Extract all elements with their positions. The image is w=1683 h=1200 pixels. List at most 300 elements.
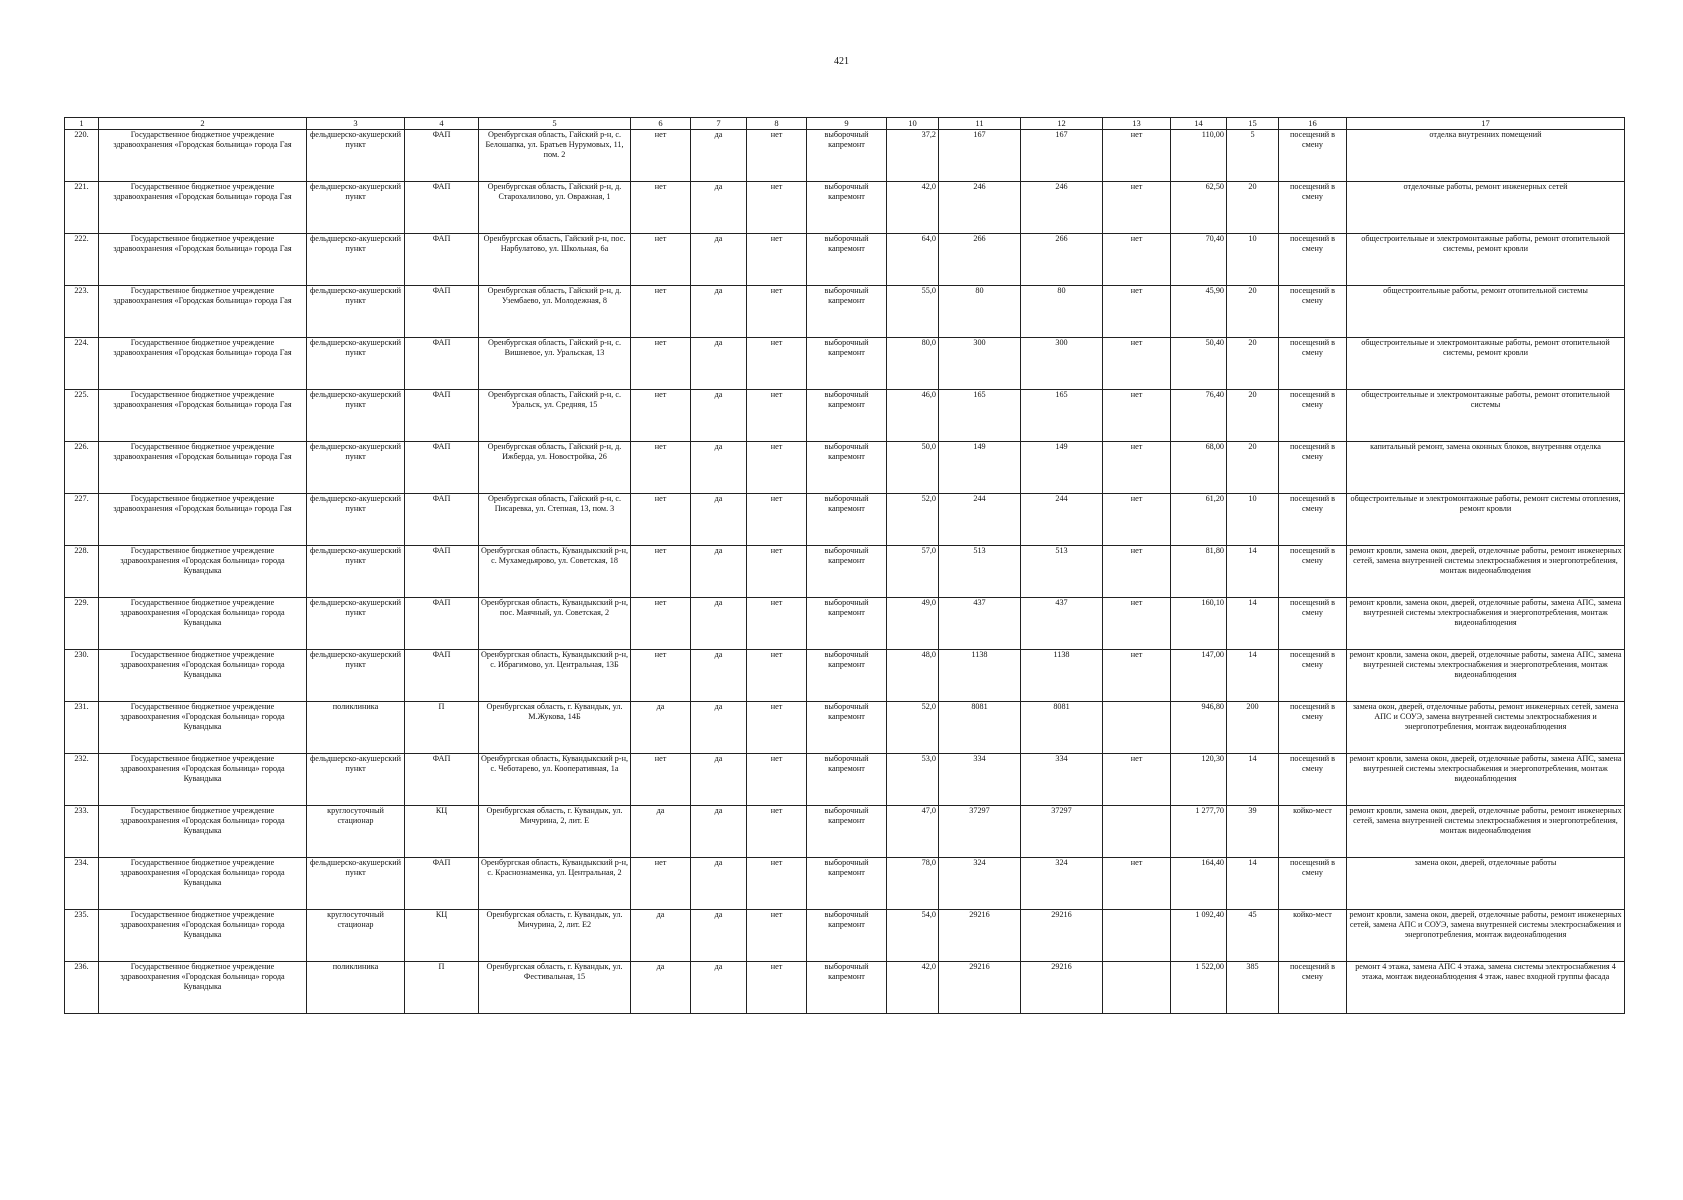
cost-value: 147,00 [1171, 650, 1227, 702]
organization-name: Государственное бюджетное учреждение здравоохранения «Городская больница» города Кувандыка [99, 858, 307, 910]
facility-type: поликлиника [307, 962, 405, 1014]
column-7-value: да [691, 650, 747, 702]
column-8-value: нет [747, 234, 807, 286]
row-number: 235. [65, 910, 99, 962]
column-8-value: нет [747, 338, 807, 390]
column-header: 7 [691, 118, 747, 130]
wear-percent: 49,0 [887, 598, 939, 650]
column-7-value: да [691, 442, 747, 494]
facility-address: Оренбургская область, г. Кувандык, ул. Мичурина, 2, лит. Е2 [479, 910, 631, 962]
capacity-unit: посещений в смену [1279, 442, 1347, 494]
repair-type: выборочный капремонт [807, 962, 887, 1014]
column-8-value: нет [747, 546, 807, 598]
facility-type: поликлиника [307, 702, 405, 754]
works-description: общестроительные работы, ремонт отопительной системы [1347, 286, 1625, 338]
column-6-value: нет [631, 754, 691, 806]
column-header: 1 [65, 118, 99, 130]
facility-abbreviation: ФАП [405, 598, 479, 650]
facility-address: Оренбургская область, Гайский р-н, с. Уральск, ул. Средняя, 15 [479, 390, 631, 442]
organization-name: Государственное бюджетное учреждение здравоохранения «Городская больница» города Кувандыка [99, 702, 307, 754]
area-value: 149 [939, 442, 1021, 494]
area-value-2: 1138 [1021, 650, 1103, 702]
facility-address: Оренбургская область, Кувандыкский р-н, с. Мухамедьярово, ул. Советская, 18 [479, 546, 631, 598]
capacity-unit: посещений в смену [1279, 234, 1347, 286]
capacity-unit: посещений в смену [1279, 130, 1347, 182]
column-6-value: да [631, 702, 691, 754]
column-7-value: да [691, 754, 747, 806]
repair-type: выборочный капремонт [807, 754, 887, 806]
row-number: 233. [65, 806, 99, 858]
capacity-unit: посещений в смену [1279, 702, 1347, 754]
column-8-value: нет [747, 858, 807, 910]
area-value-2: 246 [1021, 182, 1103, 234]
facility-type: фельдшерско-акушерский пункт [307, 390, 405, 442]
area-value: 300 [939, 338, 1021, 390]
cost-value: 62,50 [1171, 182, 1227, 234]
column-8-value: нет [747, 806, 807, 858]
area-value: 437 [939, 598, 1021, 650]
column-7-value: да [691, 494, 747, 546]
column-header: 11 [939, 118, 1021, 130]
repair-type: выборочный капремонт [807, 338, 887, 390]
column-6-value: нет [631, 650, 691, 702]
column-7-value: да [691, 702, 747, 754]
facility-abbreviation: ФАП [405, 390, 479, 442]
area-value: 165 [939, 390, 1021, 442]
column-8-value: нет [747, 650, 807, 702]
area-value: 8081 [939, 702, 1021, 754]
column-7-value: да [691, 130, 747, 182]
table-row [65, 494, 1625, 546]
table-row [65, 858, 1625, 910]
capacity-value: 14 [1227, 598, 1279, 650]
works-description: ремонт кровли, замена окон, дверей, отделочные работы, замена АПС, замена внутренней системы электроснабжения и энергопотребления, монтаж видеонаблюдения [1347, 598, 1625, 650]
wear-percent: 37,2 [887, 130, 939, 182]
column-8-value: нет [747, 286, 807, 338]
capacity-value: 45 [1227, 910, 1279, 962]
capacity-value: 14 [1227, 754, 1279, 806]
capacity-value: 20 [1227, 390, 1279, 442]
area-value: 29216 [939, 962, 1021, 1014]
column-13-value: нет [1103, 546, 1171, 598]
capacity-unit: посещений в смену [1279, 650, 1347, 702]
table-body [65, 130, 1625, 1014]
capacity-value: 20 [1227, 442, 1279, 494]
cost-value: 946,80 [1171, 702, 1227, 754]
area-value-2: 80 [1021, 286, 1103, 338]
wear-percent: 46,0 [887, 390, 939, 442]
row-number: 229. [65, 598, 99, 650]
column-8-value: нет [747, 494, 807, 546]
facility-address: Оренбургская область, Гайский р-н, с. Вишневое, ул. Уральская, 13 [479, 338, 631, 390]
organization-name: Государственное бюджетное учреждение здравоохранения «Городская больница» города Кувандыка [99, 598, 307, 650]
wear-percent: 54,0 [887, 910, 939, 962]
area-value-2: 8081 [1021, 702, 1103, 754]
column-6-value: да [631, 806, 691, 858]
wear-percent: 57,0 [887, 546, 939, 598]
area-value-2: 165 [1021, 390, 1103, 442]
column-7-value: да [691, 234, 747, 286]
repair-type: выборочный капремонт [807, 598, 887, 650]
column-7-value: да [691, 390, 747, 442]
table-row [65, 754, 1625, 806]
facility-abbreviation: ФАП [405, 494, 479, 546]
column-13-value: нет [1103, 442, 1171, 494]
capacity-value: 20 [1227, 338, 1279, 390]
area-value-2: 149 [1021, 442, 1103, 494]
facility-address: Оренбургская область, Кувандыкский р-н, с. Чеботарево, ул. Кооперативная, 1а [479, 754, 631, 806]
capacity-unit: посещений в смену [1279, 494, 1347, 546]
column-13-value: нет [1103, 130, 1171, 182]
facility-type: фельдшерско-акушерский пункт [307, 546, 405, 598]
area-value: 324 [939, 858, 1021, 910]
cost-value: 61,20 [1171, 494, 1227, 546]
table-row [65, 286, 1625, 338]
row-number: 230. [65, 650, 99, 702]
column-13-value [1103, 806, 1171, 858]
repair-type: выборочный капремонт [807, 910, 887, 962]
column-header: 4 [405, 118, 479, 130]
area-value: 244 [939, 494, 1021, 546]
column-8-value: нет [747, 754, 807, 806]
facility-type: фельдшерско-акушерский пункт [307, 494, 405, 546]
area-value: 167 [939, 130, 1021, 182]
facility-abbreviation: КЦ [405, 806, 479, 858]
capacity-value: 5 [1227, 130, 1279, 182]
facility-abbreviation: П [405, 962, 479, 1014]
column-header: 16 [1279, 118, 1347, 130]
organization-name: Государственное бюджетное учреждение здравоохранения «Городская больница» города Кувандыка [99, 754, 307, 806]
works-description: ремонт 4 этажа, замена АПС 4 этажа, замена системы электроснабжения 4 этажа, монтаж видеонаблюдения 4 этаж, навес входной группы фасада [1347, 962, 1625, 1014]
area-value-2: 324 [1021, 858, 1103, 910]
wear-percent: 50,0 [887, 442, 939, 494]
works-description: капитальный ремонт, замена оконных блоков, внутренняя отделка [1347, 442, 1625, 494]
capacity-unit: койко-мест [1279, 910, 1347, 962]
facility-address: Оренбургская область, Гайский р-н, д. Ижберда, ул. Новостройка, 26 [479, 442, 631, 494]
column-8-value: нет [747, 702, 807, 754]
area-value-2: 29216 [1021, 910, 1103, 962]
column-8-value: нет [747, 598, 807, 650]
repair-type: выборочный капремонт [807, 806, 887, 858]
row-number: 227. [65, 494, 99, 546]
capacity-unit: посещений в смену [1279, 338, 1347, 390]
column-header: 10 [887, 118, 939, 130]
column-8-value: нет [747, 130, 807, 182]
repair-type: выборочный капремонт [807, 442, 887, 494]
capacity-value: 385 [1227, 962, 1279, 1014]
facility-address: Оренбургская область, г. Кувандык, ул. Мичурина, 2, лит. Е [479, 806, 631, 858]
table-row [65, 598, 1625, 650]
works-description: замена окон, дверей, отделочные работы [1347, 858, 1625, 910]
capacity-value: 20 [1227, 182, 1279, 234]
column-7-value: да [691, 598, 747, 650]
facility-type: фельдшерско-акушерский пункт [307, 598, 405, 650]
capacity-unit: посещений в смену [1279, 858, 1347, 910]
facility-abbreviation: П [405, 702, 479, 754]
column-6-value: да [631, 910, 691, 962]
capacity-value: 14 [1227, 650, 1279, 702]
facility-address: Оренбургская область, Гайский р-н, с. Белошапка, ул. Братьев Нурумовых, 11, пом. 2 [479, 130, 631, 182]
wear-percent: 42,0 [887, 962, 939, 1014]
facility-type: фельдшерско-акушерский пункт [307, 754, 405, 806]
column-6-value: нет [631, 390, 691, 442]
row-number: 234. [65, 858, 99, 910]
facility-address: Оренбургская область, Кувандыкский р-н, с. Ибрагимово, ул. Центральная, 13Б [479, 650, 631, 702]
column-8-value: нет [747, 910, 807, 962]
organization-name: Государственное бюджетное учреждение здравоохранения «Городская больница» города Гая [99, 234, 307, 286]
wear-percent: 42,0 [887, 182, 939, 234]
wear-percent: 64,0 [887, 234, 939, 286]
repair-type: выборочный капремонт [807, 702, 887, 754]
area-value-2: 437 [1021, 598, 1103, 650]
works-description: общестроительные и электромонтажные работы, ремонт системы отопления, ремонт кровли [1347, 494, 1625, 546]
column-7-value: да [691, 338, 747, 390]
column-13-value: нет [1103, 754, 1171, 806]
column-6-value: нет [631, 286, 691, 338]
table-row [65, 390, 1625, 442]
column-header: 9 [807, 118, 887, 130]
area-value: 334 [939, 754, 1021, 806]
cost-value: 110,00 [1171, 130, 1227, 182]
column-7-value: да [691, 858, 747, 910]
column-6-value: нет [631, 234, 691, 286]
wear-percent: 78,0 [887, 858, 939, 910]
works-description: отделка внутренних помещений [1347, 130, 1625, 182]
column-6-value: нет [631, 494, 691, 546]
column-13-value: нет [1103, 494, 1171, 546]
works-description: общестроительные и электромонтажные работы, ремонт отопительной системы, ремонт кровли [1347, 338, 1625, 390]
facility-abbreviation: ФАП [405, 650, 479, 702]
works-description: отделочные работы, ремонт инженерных сетей [1347, 182, 1625, 234]
column-13-value [1103, 910, 1171, 962]
column-13-value [1103, 702, 1171, 754]
facility-abbreviation: ФАП [405, 286, 479, 338]
repair-type: выборочный капремонт [807, 858, 887, 910]
capacity-value: 10 [1227, 494, 1279, 546]
column-6-value: нет [631, 598, 691, 650]
cost-value: 1 092,40 [1171, 910, 1227, 962]
area-value: 266 [939, 234, 1021, 286]
column-8-value: нет [747, 442, 807, 494]
capacity-value: 14 [1227, 858, 1279, 910]
column-13-value: нет [1103, 858, 1171, 910]
column-header: 2 [99, 118, 307, 130]
cost-value: 68,00 [1171, 442, 1227, 494]
facility-abbreviation: ФАП [405, 338, 479, 390]
works-description: замена окон, дверей, отделочные работы, ремонт инженерных сетей, замена АПС и СОУЭ, замена внутренней системы электроснабжения и энергопотребления, монтаж видеонаблюдения [1347, 702, 1625, 754]
capacity-unit: посещений в смену [1279, 754, 1347, 806]
row-number: 221. [65, 182, 99, 234]
area-value-2: 167 [1021, 130, 1103, 182]
area-value: 80 [939, 286, 1021, 338]
wear-percent: 80,0 [887, 338, 939, 390]
works-description: ремонт кровли, замена окон, дверей, отделочные работы, замена АПС, замена внутренней системы электроснабжения и энергопотребления, монтаж видеонаблюдения [1347, 650, 1625, 702]
facility-address: Оренбургская область, г. Кувандык, ул. Фестивальная, 15 [479, 962, 631, 1014]
column-header: 13 [1103, 118, 1171, 130]
works-description: ремонт кровли, замена окон, дверей, отделочные работы, замена АПС, замена внутренней системы электроснабжения и энергопотребления, монтаж видеонаблюдения [1347, 754, 1625, 806]
works-description: общестроительные и электромонтажные работы, ремонт отопительной системы [1347, 390, 1625, 442]
facility-type: фельдшерско-акушерский пункт [307, 182, 405, 234]
column-header: 3 [307, 118, 405, 130]
column-13-value: нет [1103, 286, 1171, 338]
cost-value: 76,40 [1171, 390, 1227, 442]
facility-address: Оренбургская область, Кувандыкский р-н, с. Краснознаменка, ул. Центральная, 2 [479, 858, 631, 910]
cost-value: 1 522,00 [1171, 962, 1227, 1014]
capacity-unit: посещений в смену [1279, 598, 1347, 650]
column-header: 17 [1347, 118, 1625, 130]
column-7-value: да [691, 546, 747, 598]
table-row [65, 962, 1625, 1014]
column-6-value: нет [631, 182, 691, 234]
area-value-2: 244 [1021, 494, 1103, 546]
facility-type: круглосуточный стационар [307, 910, 405, 962]
column-6-value: нет [631, 546, 691, 598]
row-number: 232. [65, 754, 99, 806]
column-6-value: нет [631, 858, 691, 910]
cost-value: 164,40 [1171, 858, 1227, 910]
table-row [65, 442, 1625, 494]
organization-name: Государственное бюджетное учреждение здравоохранения «Городская больница» города Гая [99, 442, 307, 494]
facility-abbreviation: ФАП [405, 546, 479, 598]
facility-type: фельдшерско-акушерский пункт [307, 338, 405, 390]
wear-percent: 53,0 [887, 754, 939, 806]
area-value-2: 29216 [1021, 962, 1103, 1014]
capacity-value: 200 [1227, 702, 1279, 754]
column-6-value: да [631, 962, 691, 1014]
area-value-2: 266 [1021, 234, 1103, 286]
wear-percent: 52,0 [887, 494, 939, 546]
column-7-value: да [691, 962, 747, 1014]
row-number: 231. [65, 702, 99, 754]
area-value: 37297 [939, 806, 1021, 858]
organization-name: Государственное бюджетное учреждение здравоохранения «Городская больница» города Кувандыка [99, 546, 307, 598]
row-number: 220. [65, 130, 99, 182]
organization-name: Государственное бюджетное учреждение здравоохранения «Городская больница» города Гая [99, 390, 307, 442]
organization-name: Государственное бюджетное учреждение здравоохранения «Городская больница» города Гая [99, 130, 307, 182]
facility-abbreviation: ФАП [405, 182, 479, 234]
organization-name: Государственное бюджетное учреждение здравоохранения «Городская больница» города Гая [99, 182, 307, 234]
area-value: 1138 [939, 650, 1021, 702]
column-7-value: да [691, 182, 747, 234]
facility-type: фельдшерско-акушерский пункт [307, 858, 405, 910]
area-value-2: 513 [1021, 546, 1103, 598]
facility-abbreviation: ФАП [405, 754, 479, 806]
facility-address: Оренбургская область, Гайский р-н, д. Старохалилово, ул. Овражная, 1 [479, 182, 631, 234]
facility-abbreviation: ФАП [405, 858, 479, 910]
row-number: 226. [65, 442, 99, 494]
cost-value: 70,40 [1171, 234, 1227, 286]
row-number: 225. [65, 390, 99, 442]
repair-type: выборочный капремонт [807, 650, 887, 702]
column-number-row [65, 118, 1625, 130]
table-row [65, 650, 1625, 702]
area-value: 246 [939, 182, 1021, 234]
facility-type: круглосуточный стационар [307, 806, 405, 858]
page-number: 421 [834, 56, 849, 67]
cost-value: 50,40 [1171, 338, 1227, 390]
repair-type: выборочный капремонт [807, 130, 887, 182]
column-6-value: нет [631, 338, 691, 390]
cost-value: 45,90 [1171, 286, 1227, 338]
cost-value: 1 277,70 [1171, 806, 1227, 858]
table-row [65, 130, 1625, 182]
column-7-value: да [691, 286, 747, 338]
column-8-value: нет [747, 962, 807, 1014]
column-header: 5 [479, 118, 631, 130]
facility-address: Оренбургская область, Гайский р-н, с. Писаревка, ул. Степная, 13, пом. 3 [479, 494, 631, 546]
facility-address: Оренбургская область, Гайский р-н, пос. Нарбулатово, ул. Школьная, 6а [479, 234, 631, 286]
wear-percent: 47,0 [887, 806, 939, 858]
repair-type: выборочный капремонт [807, 390, 887, 442]
table-row [65, 910, 1625, 962]
facility-type: фельдшерско-акушерский пункт [307, 130, 405, 182]
organization-name: Государственное бюджетное учреждение здравоохранения «Городская больница» города Гая [99, 338, 307, 390]
facility-type: фельдшерско-акушерский пункт [307, 650, 405, 702]
repair-type: выборочный капремонт [807, 286, 887, 338]
organization-name: Государственное бюджетное учреждение здравоохранения «Городская больница» города Гая [99, 286, 307, 338]
capacity-value: 39 [1227, 806, 1279, 858]
column-13-value: нет [1103, 338, 1171, 390]
repair-type: выборочный капремонт [807, 494, 887, 546]
wear-percent: 55,0 [887, 286, 939, 338]
table-row [65, 338, 1625, 390]
facility-address: Оренбургская область, г. Кувандык, ул. М.Жукова, 14Б [479, 702, 631, 754]
area-value: 29216 [939, 910, 1021, 962]
facility-address: Оренбургская область, Кувандыкский р-н, пос. Маячный, ул. Советская, 2 [479, 598, 631, 650]
column-13-value: нет [1103, 598, 1171, 650]
column-7-value: да [691, 806, 747, 858]
column-7-value: да [691, 910, 747, 962]
facility-repair-table [64, 117, 1625, 1014]
column-8-value: нет [747, 182, 807, 234]
organization-name: Государственное бюджетное учреждение здравоохранения «Городская больница» города Гая [99, 494, 307, 546]
table-row [65, 806, 1625, 858]
column-13-value [1103, 962, 1171, 1014]
area-value-2: 37297 [1021, 806, 1103, 858]
repair-type: выборочный капремонт [807, 182, 887, 234]
row-number: 222. [65, 234, 99, 286]
area-value-2: 300 [1021, 338, 1103, 390]
capacity-unit: посещений в смену [1279, 962, 1347, 1014]
capacity-value: 14 [1227, 546, 1279, 598]
wear-percent: 48,0 [887, 650, 939, 702]
capacity-unit: койко-мест [1279, 806, 1347, 858]
organization-name: Государственное бюджетное учреждение здравоохранения «Городская больница» города Кувандыка [99, 910, 307, 962]
row-number: 224. [65, 338, 99, 390]
facility-abbreviation: ФАП [405, 442, 479, 494]
organization-name: Государственное бюджетное учреждение здравоохранения «Городская больница» города Кувандыка [99, 806, 307, 858]
table-row [65, 702, 1625, 754]
area-value-2: 334 [1021, 754, 1103, 806]
capacity-unit: посещений в смену [1279, 286, 1347, 338]
row-number: 223. [65, 286, 99, 338]
facility-address: Оренбургская область, Гайский р-н, д. Узембаево, ул. Молодежная, 8 [479, 286, 631, 338]
column-header: 12 [1021, 118, 1103, 130]
works-description: ремонт кровли, замена окон, дверей, отделочные работы, ремонт инженерных сетей, замена внутренней системы электроснабжения и энергопотребления, монтаж видеонаблюдения [1347, 546, 1625, 598]
organization-name: Государственное бюджетное учреждение здравоохранения «Городская больница» города Кувандыка [99, 650, 307, 702]
facility-abbreviation: ФАП [405, 130, 479, 182]
cost-value: 160,10 [1171, 598, 1227, 650]
column-13-value: нет [1103, 182, 1171, 234]
row-number: 228. [65, 546, 99, 598]
capacity-unit: посещений в смену [1279, 546, 1347, 598]
area-value: 513 [939, 546, 1021, 598]
repair-type: выборочный капремонт [807, 546, 887, 598]
cost-value: 81,80 [1171, 546, 1227, 598]
column-6-value: нет [631, 130, 691, 182]
organization-name: Государственное бюджетное учреждение здравоохранения «Городская больница» города Кувандыка [99, 962, 307, 1014]
column-6-value: нет [631, 442, 691, 494]
